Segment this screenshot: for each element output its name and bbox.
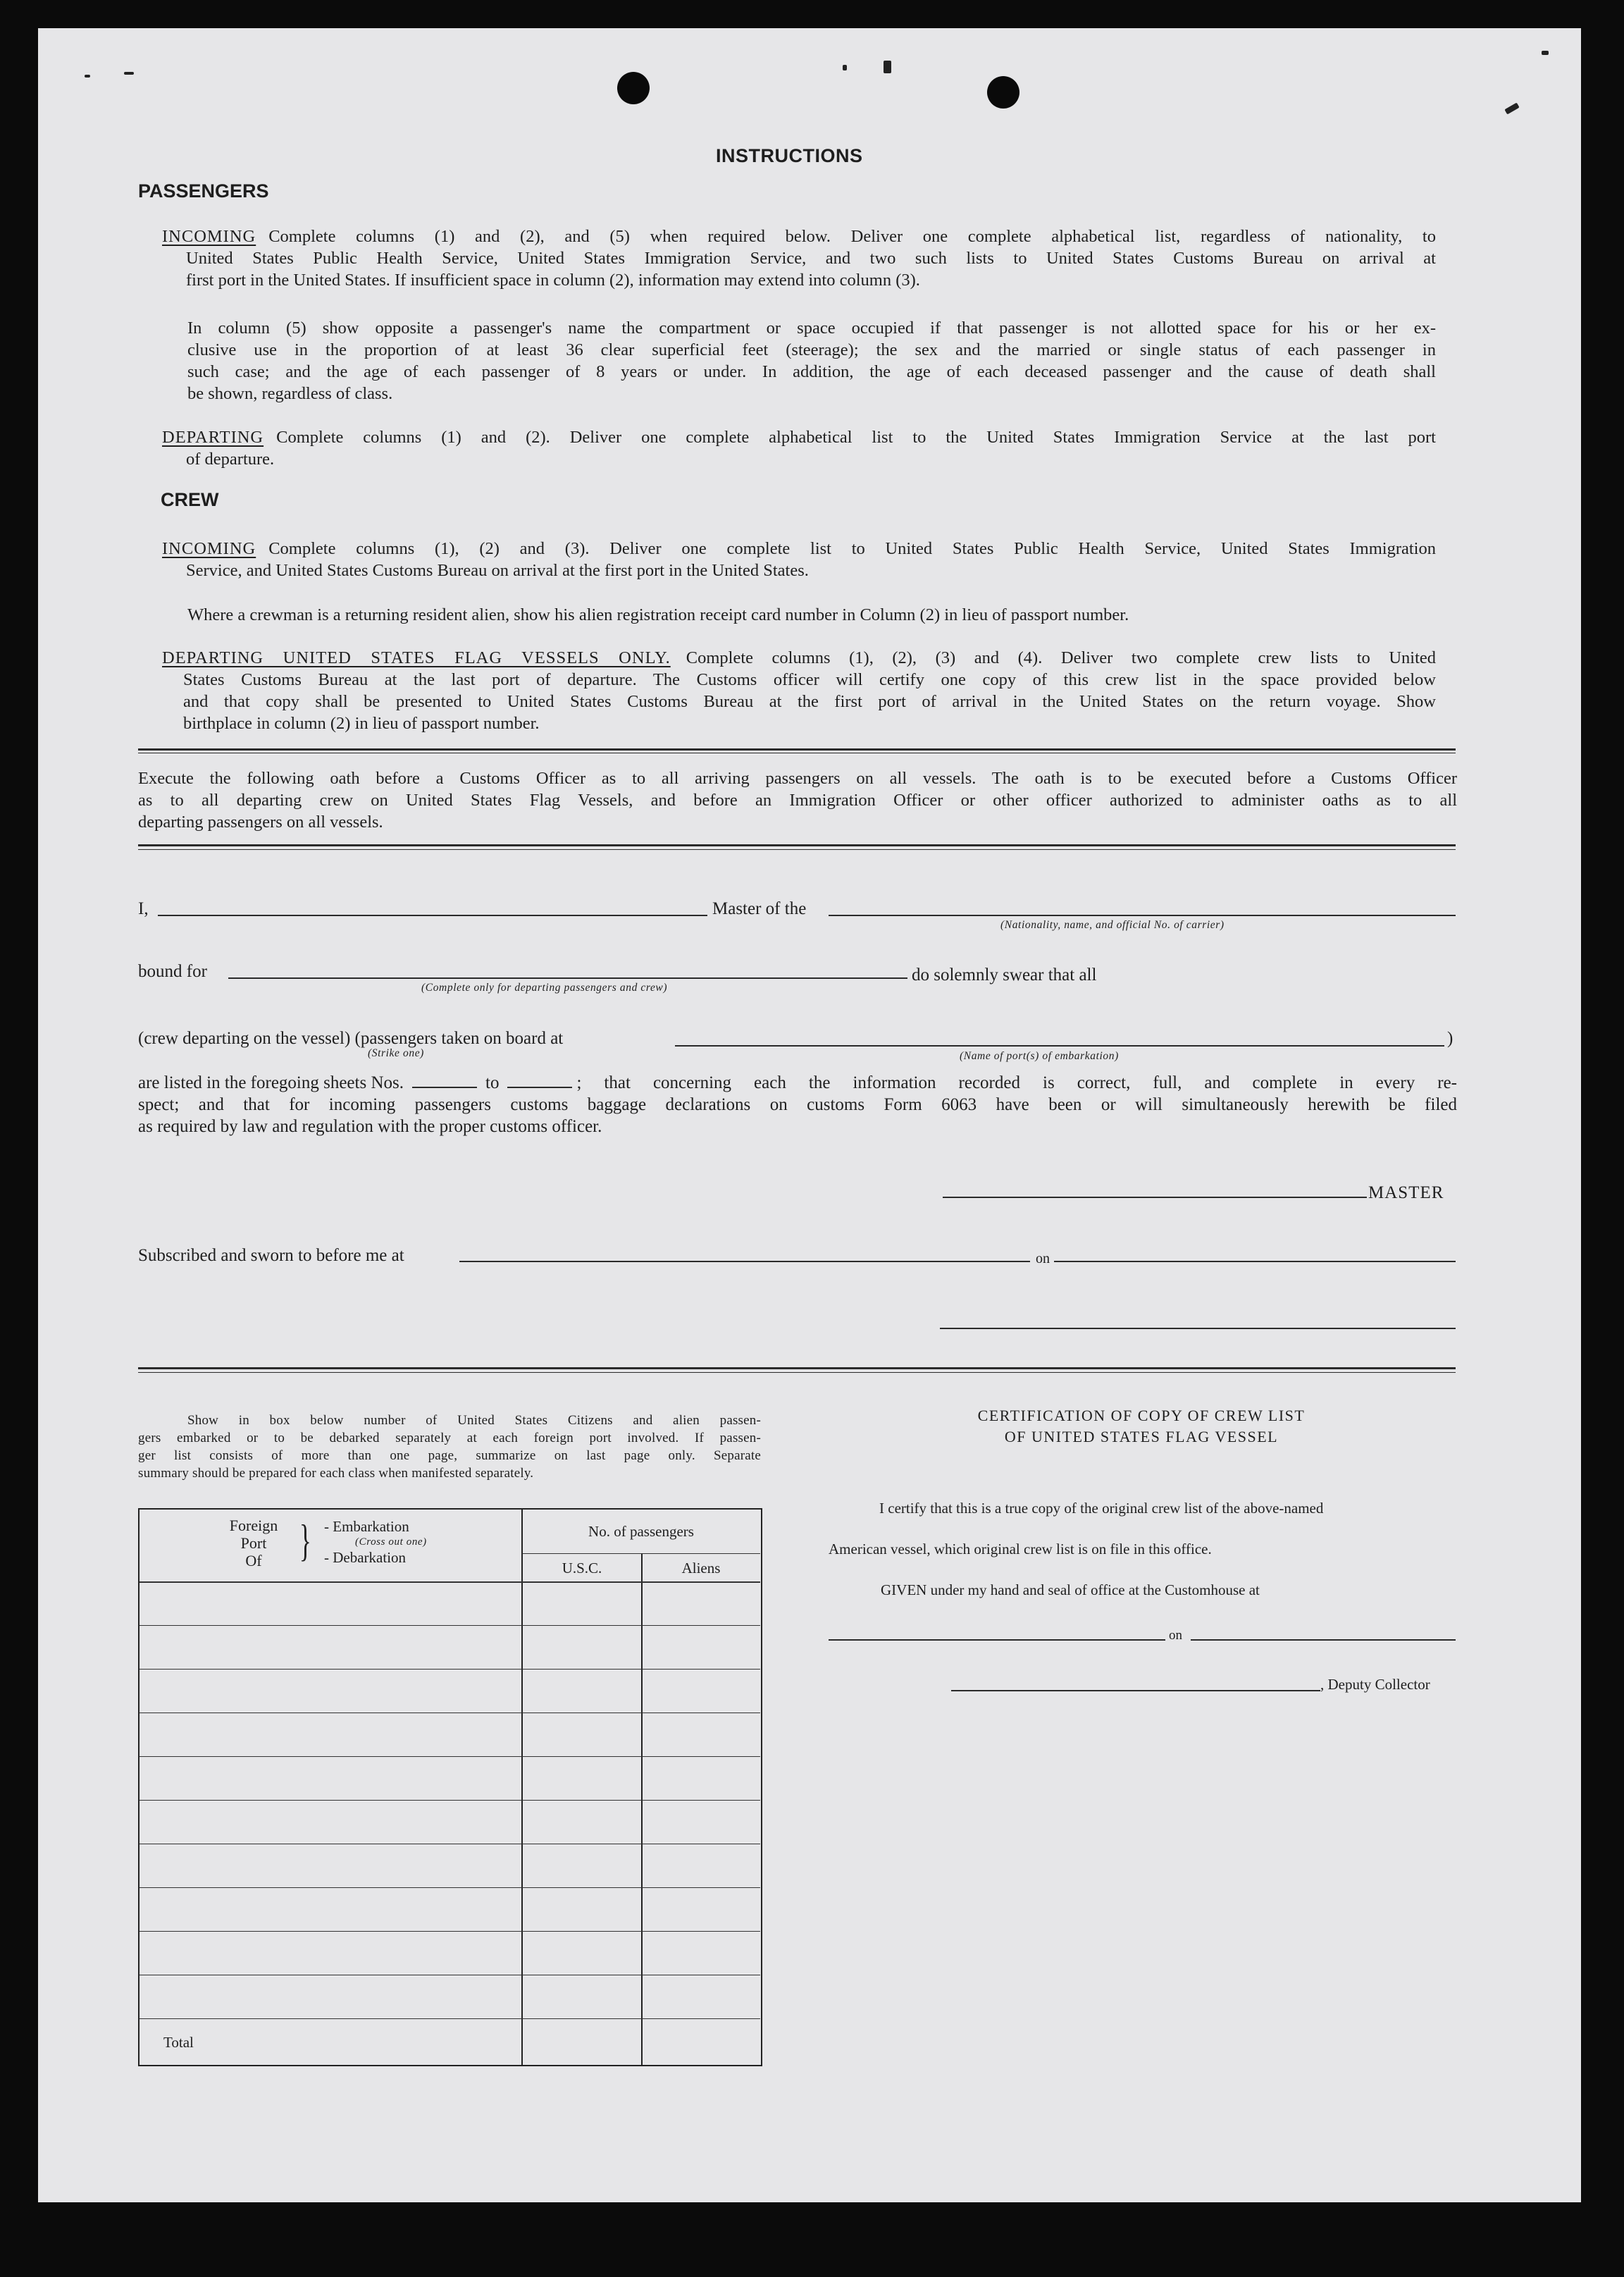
text-line: birthplace in column (2) in lieu of passport number. [183,714,540,733]
crew-incoming-instructions [162,538,1436,581]
table-row[interactable] [140,2018,760,2019]
table-row[interactable] [140,1931,760,1932]
section-divider [138,1372,1456,1373]
sheet-from-field[interactable] [412,1087,477,1088]
foreign-label: Foreign [229,1517,278,1534]
ink-speck [843,65,847,70]
text-line: Complete columns (1), (2), (3) and (4). Deliver two complete crew lists to United [686,648,1436,667]
swear-label: do solemnly swear that all [912,965,1097,985]
strike-one-note: (Strike one) [368,1047,424,1059]
table-row[interactable] [140,1800,760,1801]
deputy-collector-label: , Deputy Collector [1320,1676,1430,1693]
oath-statement [138,1072,1457,1137]
certification-line: GIVEN under my hand and seal of office at the Customhouse at [881,1581,1260,1598]
text-line: such case; and the age of each passenger of 8 years or under. In addition, the age of each deceased passenger and the cause of death shall [187,362,1436,381]
punch-hole-right [987,76,1019,109]
usc-header: U.S.C. [562,1560,602,1576]
crew-departing-label: (crew departing on the vessel) (passengers taken on board at [138,1029,564,1048]
debarkation-option: - Debarkation [324,1549,407,1566]
total-label: Total [163,2034,194,2051]
text-line: be shown, regardless of class. [187,384,393,403]
departing-flag-label: DEPARTING UNITED STATES FLAG VESSELS ONLY. [162,648,671,667]
cross-out-note: (Cross out one) [355,1536,427,1548]
departing-flag-instructions [162,647,1436,734]
sheet-to-field[interactable] [507,1087,572,1088]
table-row[interactable] [140,1669,760,1670]
text-line: of departure. [186,450,275,469]
oath-instructions [138,767,1457,833]
text-line: ; that concerning each the information recorded is correct, full, and complete in every re- [576,1073,1457,1092]
passenger-summary-table [138,1508,762,2066]
resident-alien-instructions: Where a crewman is a returning resident alien, show his alien registration receipt card number in Column (2) in lieu of passport number. [187,605,1129,624]
certification-line: American vessel, which original crew list is on file in this office. [829,1541,1212,1557]
incoming-label: INCOMING [162,227,256,246]
summary-instructions [138,1412,761,1482]
embarkation-option: - Embarkation [324,1518,409,1535]
passengers-heading: PASSENGERS [138,180,269,202]
master-signature-field[interactable] [943,1197,1367,1198]
certification-line: I certify that this is a true copy of the original crew list of the above-named [879,1500,1324,1517]
passengers-departing-instructions [162,426,1436,470]
subscribed-label: Subscribed and sworn to before me at [138,1246,404,1265]
ink-speck [1542,51,1549,55]
on-label: on [1169,1628,1182,1643]
brace-glyph: } [299,1515,311,1565]
no-passengers-header: No. of passengers [588,1523,694,1540]
officer-signature-field[interactable] [940,1328,1456,1329]
certification-title-line: OF UNITED STATES FLAG VESSEL [1004,1428,1279,1445]
table-divider [641,1553,643,2065]
text-line: gers embarked or to be debarked separately at each foreign port involved. If passen- [138,1431,761,1445]
text-line: States Customs Bureau at the last port of departure. The Customs officer will certify one copy of this crew list in the space provided below [183,670,1436,689]
table-divider [521,1508,523,2065]
table-divider [140,1581,760,1583]
on-label: on [1036,1251,1050,1266]
table-row[interactable] [140,1625,760,1626]
text-line: Complete columns (1) and (2), and (5) when required below. Deliver one complete alphabetical list, regardless of nationality, to [268,227,1436,246]
text-line: first port in the United States. If insufficient space in column (2), information may extend into column (3). [186,271,920,290]
embarkation-port-field[interactable] [675,1045,1444,1047]
certification-title-line: CERTIFICATION OF COPY OF CREW LIST [977,1407,1306,1424]
bound-for-label: bound for [138,962,207,981]
text-line: In column (5) show opposite a passenger's name the compartment or space occupied if that passenger is not allotted space for his or her ex- [187,319,1436,338]
sworn-place-field[interactable] [459,1261,1030,1262]
master-label: MASTER [1368,1183,1444,1202]
crew-heading: CREW [161,489,219,510]
text-line: as to all departing crew on United States Flag Vessels, and before an Immigration Officer or other officer authorized to administer oaths as to all [138,791,1457,810]
incoming-label: INCOMING [162,539,256,558]
passengers-incoming-instructions [162,226,1436,291]
ink-speck [85,75,90,78]
bound-for-note: (Complete only for departing passengers and crew) [421,982,668,994]
bound-for-field[interactable] [228,977,907,979]
text-line: Execute the following oath before a Customs Officer as to all arriving passengers on all vessels. The oath is to be executed before a Customs Officer [138,769,1457,788]
text-line: summary should be prepared for each class when manifested separately. [138,1466,534,1481]
certification-title [888,1405,1395,1448]
page-title: INSTRUCTIONS [716,145,863,166]
text-line: ger list consists of more than one page, summarize on last page only. Separate [138,1448,761,1463]
section-divider [138,748,1456,751]
table-row[interactable] [140,1887,760,1888]
embarkation-options [324,1518,427,1566]
section-divider [138,1367,1456,1369]
section-divider [138,844,1456,846]
of-label: Of [245,1552,262,1569]
section-divider [138,849,1456,850]
foreign-port-header [211,1517,296,1569]
oath-i-label: I, [138,899,149,918]
port-label: Port [240,1534,267,1552]
sworn-date-field[interactable] [1054,1261,1456,1262]
text-line: spect; and that for incoming passengers customs baggage declarations on customs Form 6063 have been or will simultaneously herewith be filed [138,1095,1457,1114]
table-divider [522,1553,760,1554]
punch-hole-left [617,72,650,104]
text-line: and that copy shall be presented to United States Customs Bureau at the first port of arrival in the United States on the return voyage. Show [183,692,1436,711]
text-line: Complete columns (1), (2) and (3). Deliver one complete list to United States Public Health Service, United States Immigration [268,539,1436,558]
carrier-note: (Nationality, name, and official No. of carrier) [1000,919,1225,931]
text-line: Service, and United States Customs Bureau on arrival at the first port in the United States. [186,561,809,580]
deputy-collector-signature-field[interactable] [951,1690,1320,1691]
to-label: to [485,1073,500,1092]
carrier-field[interactable] [829,915,1456,916]
master-of-label: Master of the [712,899,807,918]
text-line: Show in box below number of United States Citizens and alien passen- [187,1413,761,1428]
customhouse-field[interactable] [829,1639,1165,1641]
aliens-header: Aliens [681,1560,721,1576]
close-paren: ) [1447,1029,1453,1048]
text-line: United States Public Health Service, United States Immigration Service, and two such lists to United States Customs Bureau on arrival at [186,249,1436,268]
text-line: as required by law and regulation with the proper customs officer. [138,1117,602,1136]
master-name-field[interactable] [158,915,707,916]
text-line: clusive use in the proportion of at least 36 clear superficial feet (steerage); the sex and the married or single status of each passenger in [187,340,1436,359]
ink-speck [124,72,134,75]
text-line: Complete columns (1) and (2). Deliver one complete alphabetical list to the United States Immigration Service at the last port [276,428,1436,447]
ink-speck [884,61,891,73]
column5-instructions [187,317,1436,405]
departing-label: DEPARTING [162,428,264,447]
port-note: (Name of port(s) of embarkation) [960,1050,1119,1062]
table-row[interactable] [140,1756,760,1757]
text-line: departing passengers on all vessels. [138,813,383,832]
certification-date-field[interactable] [1191,1639,1456,1641]
text-line: are listed in the foregoing sheets Nos. [138,1073,404,1092]
